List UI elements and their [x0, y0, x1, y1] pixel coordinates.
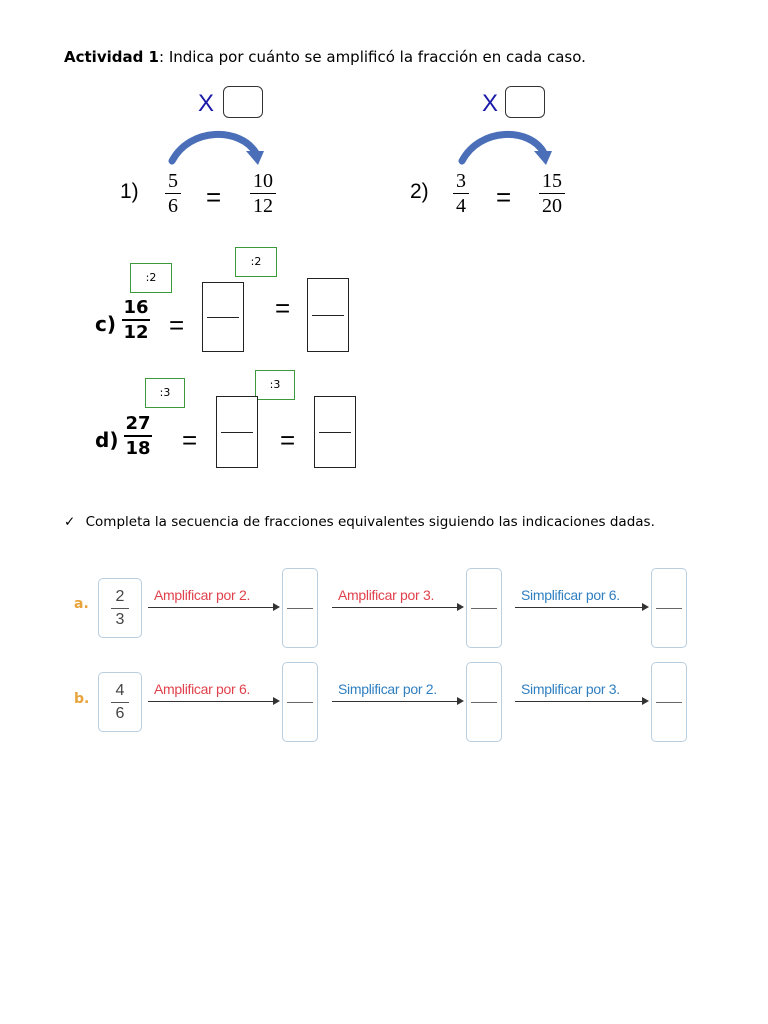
- answer-box-b3[interactable]: [651, 662, 687, 742]
- start-fraction-a: [98, 578, 142, 638]
- arrow-head-icon: [642, 603, 649, 611]
- fraction-bar: [221, 432, 253, 433]
- equals-sign-2: =: [496, 182, 512, 212]
- answer-box-b1[interactable]: [282, 662, 318, 742]
- fraction-bar: [124, 435, 152, 437]
- step-label-a2: Amplificar por 3.: [338, 587, 435, 603]
- fraction-10-12: [248, 170, 278, 217]
- denominator: 3: [115, 610, 125, 628]
- fraction-bar: [539, 193, 565, 194]
- fraction-5-6: [162, 170, 184, 217]
- fraction-16-12: [122, 297, 150, 343]
- step-label-b2: Simplificar por 2.: [338, 681, 437, 697]
- numerator: 10: [253, 170, 273, 192]
- fraction-bar: [312, 315, 344, 316]
- fraction-bar: [656, 702, 682, 703]
- fraction-bar: [471, 702, 497, 703]
- denominator: 12: [123, 322, 149, 343]
- arrow-head-icon: [273, 697, 280, 705]
- curved-arrow-icon-1: [160, 125, 270, 165]
- fraction-bar: [453, 193, 469, 194]
- numerator: 3: [456, 170, 466, 192]
- item-label-2: 2): [410, 180, 429, 203]
- item-label-c: c): [95, 312, 116, 336]
- arrow-line: [515, 607, 643, 608]
- operation-box-d2: :3: [255, 370, 295, 400]
- step-label-a3: Simplificar por 6.: [521, 587, 620, 603]
- equals-sign-c2: =: [275, 293, 291, 323]
- multiply-symbol-1: X: [198, 90, 215, 117]
- fraction-bar: [287, 702, 313, 703]
- answer-fraction-box-d2[interactable]: [314, 396, 356, 468]
- row-letter-a: a.: [74, 596, 89, 612]
- step-label-a1: Amplificar por 2.: [154, 587, 251, 603]
- activity-title-rest: : Indica por cuánto se amplificó la fracción en cada caso.: [159, 48, 586, 66]
- operation-box-c1: :2: [130, 263, 172, 293]
- numerator: 27: [125, 413, 151, 434]
- answer-box-a1[interactable]: [282, 568, 318, 648]
- denominator: 20: [542, 195, 562, 217]
- arrow-head-icon: [273, 603, 280, 611]
- answer-fraction-box-c2[interactable]: [307, 278, 349, 352]
- arrow-line: [148, 607, 274, 608]
- fraction-bar: [122, 319, 150, 321]
- operation-box-c2: :2: [235, 247, 277, 277]
- arrow-head-icon: [457, 697, 464, 705]
- fraction-bar: [207, 317, 239, 318]
- denominator: 18: [125, 438, 151, 459]
- denominator: 6: [168, 195, 178, 217]
- answer-fraction-box-d1[interactable]: [216, 396, 258, 468]
- numerator: 16: [123, 297, 149, 318]
- step-label-b1: Amplificar por 6.: [154, 681, 251, 697]
- numerator: 15: [542, 170, 562, 192]
- equals-sign-d1: =: [182, 425, 198, 455]
- curved-arrow-icon-2: [452, 125, 562, 165]
- item-label-d: d): [95, 428, 119, 452]
- start-fraction-b: [98, 672, 142, 732]
- fraction-27-18: [124, 413, 152, 459]
- denominator: 12: [253, 195, 273, 217]
- denominator: 6: [115, 704, 125, 722]
- answer-box-a2[interactable]: [466, 568, 502, 648]
- fraction-bar: [250, 193, 276, 194]
- step-label-b3: Simplificar por 3.: [521, 681, 620, 697]
- equals-sign-1: =: [206, 182, 222, 212]
- fraction-bar: [319, 432, 351, 433]
- arrow-line: [332, 607, 458, 608]
- fraction-3-4: [450, 170, 472, 217]
- answer-box-a3[interactable]: [651, 568, 687, 648]
- equals-sign-c1: =: [169, 310, 185, 340]
- answer-fraction-box-c1[interactable]: [202, 282, 244, 352]
- answer-box-b2[interactable]: [466, 662, 502, 742]
- row-letter-b: b.: [74, 691, 90, 707]
- numerator: 2: [115, 587, 125, 605]
- equals-sign-d2: =: [280, 425, 296, 455]
- arrow-line: [148, 701, 274, 702]
- fraction-bar: [111, 608, 129, 609]
- fraction-bar: [656, 608, 682, 609]
- answer-box-2[interactable]: [505, 86, 545, 118]
- arrow-line: [515, 701, 643, 702]
- sequence-instruction: [64, 514, 655, 530]
- arrow-head-icon: [642, 697, 649, 705]
- fraction-bar: [471, 608, 497, 609]
- fraction-bar: [165, 193, 181, 194]
- activity-title: [64, 48, 586, 66]
- arrow-head-icon: [457, 603, 464, 611]
- numerator: 5: [168, 170, 178, 192]
- multiply-symbol-2: X: [482, 90, 499, 117]
- item-label-1: 1): [120, 180, 139, 203]
- activity-title-bold: Actividad 1: [64, 48, 159, 66]
- numerator: 4: [115, 681, 125, 699]
- answer-box-1[interactable]: [223, 86, 263, 118]
- arrow-line: [332, 701, 458, 702]
- denominator: 4: [456, 195, 466, 217]
- check-icon: ✓: [64, 514, 76, 530]
- instruction-text: Completa la secuencia de fracciones equivalentes siguiendo las indicaciones dadas.: [85, 514, 655, 530]
- operation-box-d1: :3: [145, 378, 185, 408]
- fraction-bar: [111, 702, 129, 703]
- fraction-bar: [287, 608, 313, 609]
- fraction-15-20: [537, 170, 567, 217]
